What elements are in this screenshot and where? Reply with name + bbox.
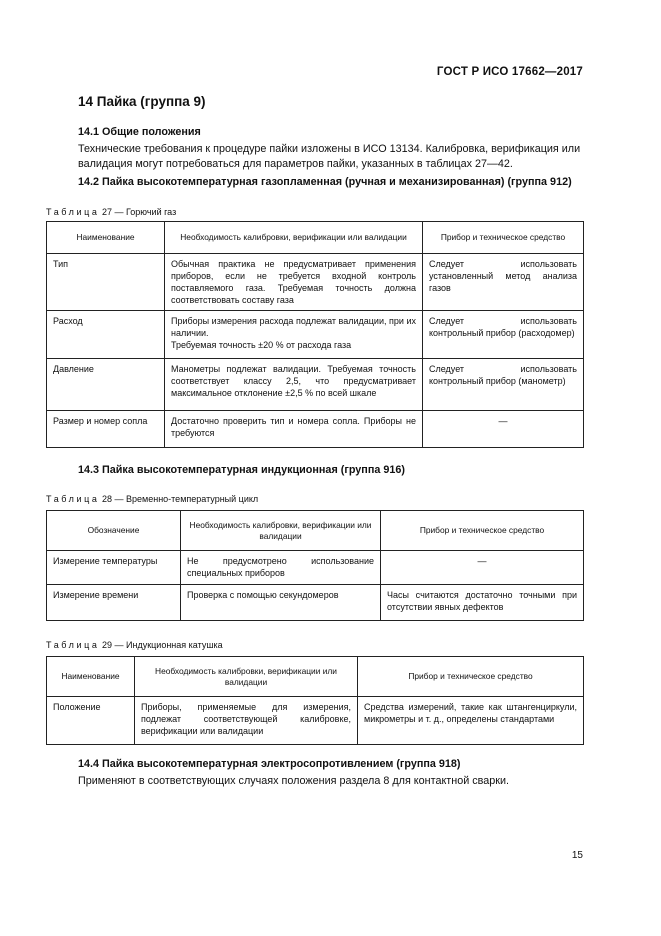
table-row xyxy=(47,697,584,745)
table27-caption xyxy=(46,207,176,217)
table28-header: Прибор и техническое средство xyxy=(381,511,584,551)
table-cell-text: Приборы измерения расхода подлежат валидации, при их наличии. xyxy=(171,316,416,338)
section-title: 14 Пайка (группа 9) xyxy=(78,94,206,109)
table28-caption-word: Таблица xyxy=(46,494,100,504)
table-row xyxy=(47,359,584,411)
table-cell-text: Требуемая точность ±20 % от расхода газа xyxy=(171,340,352,350)
table-cell: Положение xyxy=(47,697,135,745)
table-cell: — xyxy=(381,551,584,585)
subsection-14-3-title: 14.3 Пайка высокотемпературная индукционная (группа 916) xyxy=(78,464,405,476)
table28-header: Обозначение xyxy=(47,511,181,551)
table-cell: Проверка с помощью секундомеров xyxy=(181,585,381,621)
standard-number: ГОСТ Р ИСО 17662—2017 xyxy=(436,66,583,78)
table-cell: Размер и номер сопла xyxy=(47,411,165,448)
subsection-14-4-text: Применяют в соответствующих случаях положения раздела 8 для контактной сварки. xyxy=(78,775,510,787)
table-cell: Давление xyxy=(47,359,165,411)
table-cell: Следует использовать контрольный прибор (расходомер) xyxy=(423,311,584,359)
table29-caption-rest: 29 — Индукционная катушка xyxy=(99,640,223,650)
table28-caption-rest: 28 — Временно-температурный цикл xyxy=(99,494,259,504)
table-cell: Манометры подлежат валидации. Требуемая точность соответствует классу 2,5, что предусматривает максимальное отклонение ±2,5 % по всей шкале xyxy=(165,359,423,411)
table29-header: Наименование xyxy=(47,657,135,697)
table-cell: Часы считаются достаточно точными при отсутствии явных дефектов xyxy=(381,585,584,621)
table27-caption-word: Таблица xyxy=(46,207,100,217)
table-27 xyxy=(46,221,584,448)
table-row xyxy=(47,311,584,359)
table-28 xyxy=(46,510,584,621)
table-cell: Не предусмотрено использование специальных приборов xyxy=(181,551,381,585)
table-cell: Средства измерений, такие как штангенциркули, микрометры и т. д., определены стандартами xyxy=(358,697,584,745)
table-cell xyxy=(165,311,423,359)
subsection-14-2-title: 14.2 Пайка высокотемпературная газопламенная (ручная и механизированная) (группа 912) xyxy=(78,176,572,188)
table-cell: — xyxy=(423,411,584,448)
table28-header: Необходимость калибровки, верификации или валидации xyxy=(181,511,381,551)
table29-caption-word: Таблица xyxy=(46,640,100,650)
table-cell: Достаточно проверить тип и номера сопла. Приборы не требуются xyxy=(165,411,423,448)
table-cell: Обычная практика не предусматривает применения приборов, если не требуется входной контроль поставляемого газа. Требуемая точность должна соответствовать составу газа xyxy=(165,254,423,311)
table27-header: Прибор и техническое средство xyxy=(423,222,584,254)
table-cell: Приборы, применяемые для измерения, подлежат соответствующей калибровке, верификации или валидации xyxy=(135,697,358,745)
table-29 xyxy=(46,656,584,745)
subsection-14-4-title: 14.4 Пайка высокотемпературная электросопротивлением (группа 918) xyxy=(78,758,461,770)
table27-header: Необходимость калибровки, верификации или валидации xyxy=(165,222,423,254)
table29-header: Прибор и техническое средство xyxy=(358,657,584,697)
table-cell: Следует использовать установленный метод анализа газов xyxy=(423,254,584,311)
subsection-14-1-line2: валидация могут потребоваться для параметров пайки, указанных в таблицах 27—42. xyxy=(78,158,513,170)
subsection-14-1-line1: Технические требования к процедуре пайки изложены в ИСО 13134. Калибровка, верификация или xyxy=(78,143,581,155)
table-row xyxy=(47,254,584,311)
table-cell: Измерение температуры xyxy=(47,551,181,585)
page-number: 15 xyxy=(571,850,583,861)
table-row xyxy=(47,411,584,448)
table-row xyxy=(47,585,584,621)
table-cell: Тип xyxy=(47,254,165,311)
table27-caption-rest: 27 — Горючий газ xyxy=(99,207,177,217)
table-cell: Измерение времени xyxy=(47,585,181,621)
table-row xyxy=(47,551,584,585)
table28-caption xyxy=(46,494,258,504)
table29-header: Необходимость калибровки, верификации или валидации xyxy=(135,657,358,697)
table-cell: Расход xyxy=(47,311,165,359)
table27-header: Наименование xyxy=(47,222,165,254)
table-cell: Следует использовать контрольный прибор (манометр) xyxy=(423,359,584,411)
table29-caption xyxy=(46,640,223,650)
subsection-14-1-title: 14.1 Общие положения xyxy=(78,126,201,138)
